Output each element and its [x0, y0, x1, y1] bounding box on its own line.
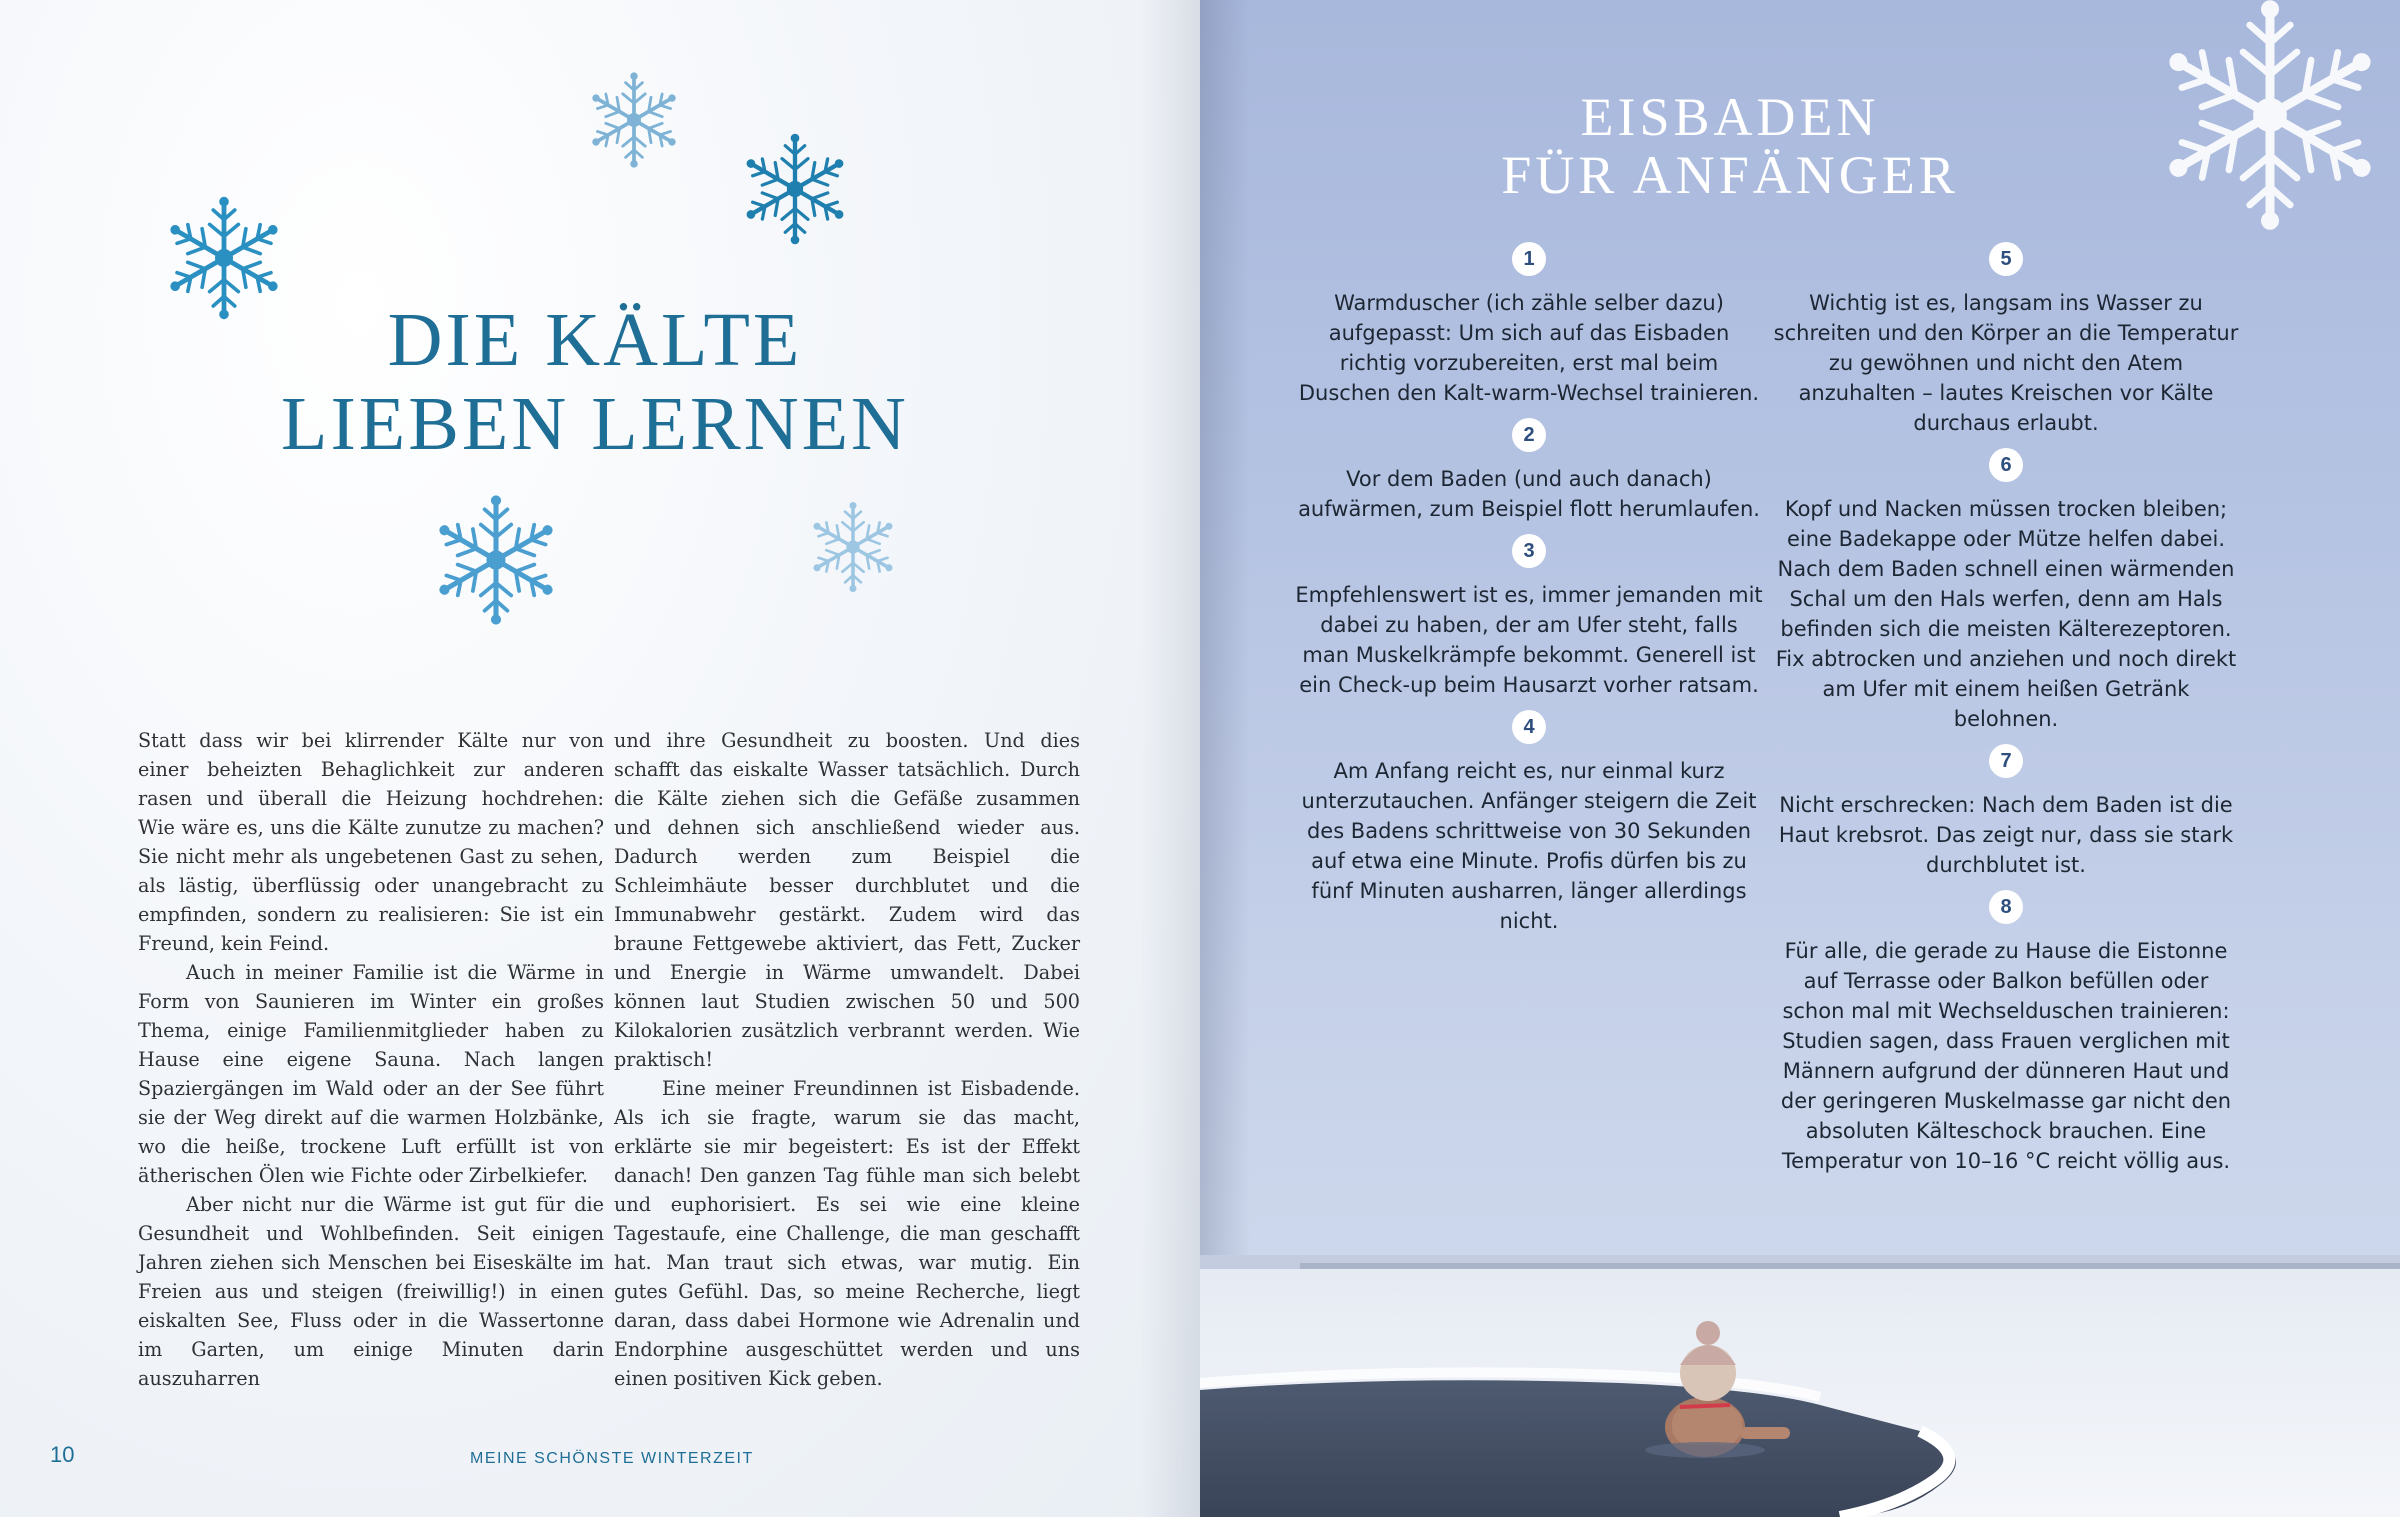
section-title	[1470, 88, 1990, 204]
tip-number-badge: 3	[1512, 534, 1546, 568]
tip-number-badge: 5	[1989, 242, 2023, 276]
text-column	[614, 726, 1080, 1393]
tip-item	[1771, 448, 2241, 734]
tip-item	[1771, 890, 2241, 1176]
paragraph: und ihre Gesundheit zu boosten. Und dies schafft das eiskalte Wasser tatsächlich. Durch die Kälte ziehen sich die Gefäße zusammen und dehnen sich anschließend wieder aus. Dadurch werden zum Beispiel die Schleimhäute besser durchblutet und die Immunabwehr gestärkt. Zudem wird das braune Fettgewebe aktiviert, das Fett, Zucker und Energie in Wärme umwandelt. Dabei können laut Studien zwischen 50 und 500 Kilokalorien zusätzlich verbrannt werden. Wie praktisch!	[614, 729, 1080, 1071]
tip-text: Am Anfang reicht es, nur einmal kurz unterzutauchen. Anfänger steigern die Zeit des Badens schrittweise von 30 Sekunden auf etwa eine Minute. Profis dürfen bis zu fünf Minuten ausharren, länger allerdings nicht.	[1301, 759, 1757, 933]
tip-item	[1294, 242, 1764, 408]
tips-column	[1771, 242, 2241, 1186]
tip-item	[1294, 418, 1764, 524]
snowflake-icon	[730, 124, 860, 254]
paragraph: Aber nicht nur die Wärme ist gut für die Gesundheit und Wohlbefinden. Seit einigen Jahren ziehen sich Menschen bei Eiseskälte im Freien aus und steigen (freiwillig!) in einen eiskalten See, Fluss oder in die Wassertonne im Garten, um einige Minuten darin auszuharren	[138, 1193, 604, 1390]
snowflake-icon	[420, 484, 572, 636]
tip-number-badge: 6	[1989, 448, 2023, 482]
tip-number-badge: 1	[1512, 242, 1546, 276]
tip-item	[1771, 744, 2241, 880]
tip-text: Nicht erschrecken: Nach dem Baden ist die Haut krebsrot. Das zeigt nur, dass sie stark durchblutet ist.	[1778, 793, 2234, 877]
tip-text: Für alle, die gerade zu Hause die Eistonne auf Terrasse oder Balkon befüllen oder schon mal mit Wechselduschen trainieren: Studien sagen, dass Frauen verglichen mit Männern aufgrund der dünneren Haut und der geringeren Muskelmasse gar nicht den absoluten Kälteschock brauchen. Eine Temperatur von 10–16 °C reicht völlig aus.	[1780, 939, 2232, 1173]
snowflake-icon	[2135, 0, 2400, 250]
text-column	[138, 726, 604, 1393]
tip-item	[1771, 242, 2241, 438]
snowflake-icon	[800, 494, 906, 600]
tip-number-badge: 4	[1512, 710, 1546, 744]
running-head: MEINE SCHÖNSTE WINTERZEIT	[470, 1450, 754, 1467]
snowflake-icon	[578, 64, 690, 176]
tip-text: Warmduscher (ich zähle selber dazu) aufgepasst: Um sich auf das Eisbaden richtig vorzubereiten, erst mal beim Duschen den Kalt-warm-Wechsel trainieren.	[1298, 291, 1760, 405]
paragraph: Eine meiner Freundinnen ist Eisbadende. Als ich sie fragte, warum sie das macht, erklärte sie mir begeistert: Es ist der Effekt danach! Den ganzen Tag fühle man sich belebt und euphorisiert. Es sei wie eine kleine Tagestaufe, eine Challenge, die man geschafft hat. Man traut sich etwas, war mutig. Ein gutes Gefühl. Das, so meine Recherche, liegt daran, dass dabei Hormone wie Adrenalin und Endorphine ausgeschüttet werden und uns einen positiven Kick geben.	[614, 1077, 1080, 1390]
title-line: EISBADEN	[1580, 87, 1880, 147]
title-line: DIE KÄLTE	[387, 298, 803, 382]
tip-item	[1294, 534, 1764, 700]
tip-text: Wichtig ist es, langsam ins Wasser zu schreiten und den Körper an die Temperatur zu gewöhnen und nicht den Atem anzuhalten – lautes Kreischen vor Kälte durchaus erlaubt.	[1773, 291, 2239, 435]
ice-bath-photo	[1200, 1255, 2400, 1517]
title-line: FÜR ANFÄNGER	[1501, 145, 1959, 205]
tip-text: Vor dem Baden (und auch danach) aufwärmen, zum Beispiel flott herumlaufen.	[1298, 467, 1760, 521]
title-line: LIEBEN LERNEN	[281, 382, 909, 466]
tip-text: Empfehlenswert ist es, immer jemanden mit dabei zu haben, der am Ufer steht, falls man Muskelkrämpfe bekommt. Generell ist ein Check-up beim Hausarzt vorher ratsam.	[1295, 583, 1763, 697]
paragraph: Statt dass wir bei klirrender Kälte nur von einer beheizten Behaglichkeit zur anderen rasen und überall die Heizung hochdrehen: Wie wäre es, uns die Kälte zunutze zu machen? Sie nicht mehr als ungebetenen Gast zu sehen, als lästig, überflüssig oder unangebracht zu empfinden, sondern zu realisieren: Sie ist ein Freund, kein Feind.	[138, 729, 604, 955]
page-title	[180, 298, 1010, 466]
tip-number-badge: 7	[1989, 744, 2023, 778]
tip-number-badge: 8	[1989, 890, 2023, 924]
right-page	[1200, 0, 2400, 1517]
tips-column	[1294, 242, 1764, 946]
tip-number-badge: 2	[1512, 418, 1546, 452]
tip-item	[1294, 710, 1764, 936]
tip-text: Kopf und Nacken müssen trocken bleiben; eine Badekappe oder Mütze helfen dabei. Nach dem Baden schnell einen wärmenden Schal um den Hals werfen, denn am Hals befinden sich die meisten Kälterezeptoren. Fix abtrocken und anziehen und noch direkt am Ufer mit einem heißen Getränk belohnen.	[1775, 497, 2237, 731]
paragraph: Auch in meiner Familie ist die Wärme in Form von Saunieren im Winter ein großes Thema, einige Familienmitglieder haben zu Hause eine eigene Sauna. Nach langen Spaziergängen im Wald oder an der See führt sie der Weg direkt auf die warmen Holzbänke, wo die heiße, trockene Luft erfüllt ist von ätherischen Ölen wie Fichte oder Zirbelkiefer.	[138, 961, 604, 1187]
page-number: 10	[50, 1442, 75, 1467]
